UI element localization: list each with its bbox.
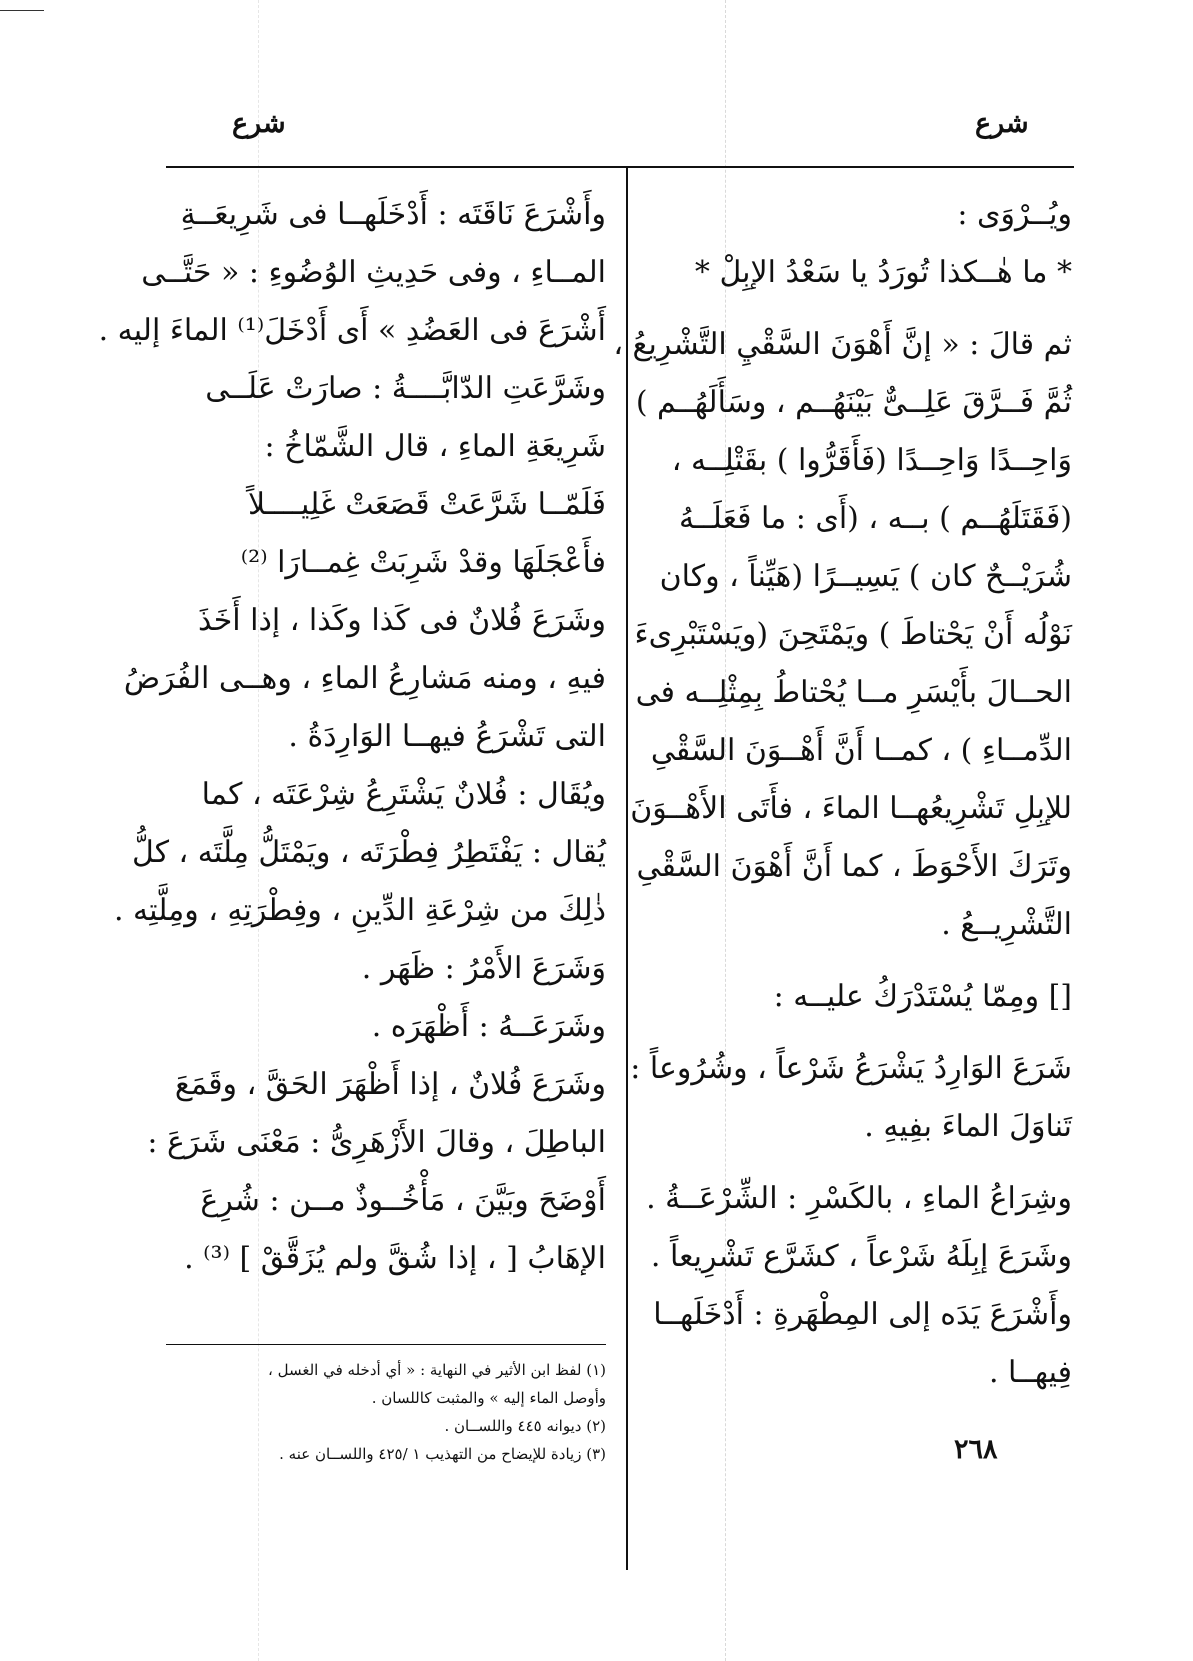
text-line: المــاءِ ، وفى حَدِيثِ الوُضُوءِ : « حَتَّــى <box>141 255 606 290</box>
text-line: أَوْضَحَ وبَيَّنَ ، مَأْخُــوذٌ مــن : شُرِعَ <box>200 1183 606 1218</box>
section-marker-line: [] ومِمّا يُسْتَدْرَكُ عليــه : <box>773 979 1072 1014</box>
text-line: وشَرَعَــهُ : أَظْهَرَه . <box>371 1009 606 1044</box>
footnote: (٣) زيادة للإيضاح من التهذيب ١ /٤٢٥ واللســان عنه . <box>279 1445 606 1463</box>
right-column <box>613 186 1072 1402</box>
text-line: الحــالَ بأَيْسَرِ مــا يُحْتاطُ بِمِثْلِــه فى <box>635 675 1072 710</box>
page-number: ٢٦٨ <box>954 1434 998 1465</box>
text-line: وشَرَعَ فُلانٌ ، إذا أَظْهَرَ الحَقَّ ، وقَمَعَ <box>174 1067 606 1102</box>
text-line: شُرَيْــحٌ كان ) يَسِيــرًا (هَيِّناً ، وكان <box>659 559 1072 594</box>
text-line: ويُــرْوَى : <box>957 197 1072 232</box>
text-line: ثُمَّ فَــرَّقَ عَلِــىٌّ بَيْنَهُــم ، وسَأَلَهُــم ) <box>635 385 1072 420</box>
text-line: للإبِلِ تَشْرِيعُهــا الماءَ ، فأَتَى الأَهْــوَنَ <box>630 791 1072 826</box>
verse-line: * ما هٰــكذا تُورَدُ يا سَعْدُ الإبِلْ * <box>694 255 1072 290</box>
text-line: نَوْلُه أَنْ يَحْتاطَ ) ويَمْتَحِنَ (ويَسْتَبْرِىءَ <box>634 617 1072 652</box>
text-line: يُقال : يَفْتَطِرُ فِطْرَتَه ، ويَمْتَلُّ مِلَّتَه ، كلُّ <box>132 835 606 870</box>
text-line: وشَرَّعَتِ الدّابَّــــةُ : صارَتْ عَلَــى <box>205 371 606 406</box>
text-line: أَشْرَعَ فى العَضُدِ » أَى أَدْخَلَ⁽¹⁾ الماءَ إليه . <box>98 313 606 348</box>
text-line: ويُقَال : فُلانٌ يَشْتَرِعُ شِرْعَتَه ، كما <box>201 777 606 812</box>
text-line: وشَرَعَ إبِلَهُ شَرْعاً ، كشَرَّع تَشْرِيعاً . <box>650 1239 1072 1274</box>
footnotes <box>166 1356 606 1468</box>
text-line: الإهَابُ [ ، إذا شُقَّ ولم يُزَقَّقْ ] ⁽³⁾ . <box>184 1241 606 1276</box>
text-line: فيهِ ، ومنه مَشارِعُ الماءِ ، وهــى الفُرَضُ <box>123 661 606 696</box>
text-line: وشَرَعَ فُلانٌ فى كَذا وكَذا ، إذا أَخَذَ <box>197 603 606 638</box>
verse-line: فَلَمّــا شَرَّعَتْ قَصَعَتْ غَلِيــــلاً <box>247 487 606 522</box>
text-line: ذٰلِكَ من شِرْعَةِ الدِّينِ ، وفِطْرَتِهِ ، ومِلَّتِه . <box>113 893 606 928</box>
text-line: وشِرَاعُ الماءِ ، بالكَسْرِ : الشِّرْعَــةُ . <box>646 1181 1072 1216</box>
text-line: التى تَشْرَعُ فيهــا الوَارِدَةُ . <box>288 719 606 754</box>
footnote-continuation: وأوصل الماء إليه » والمثبت كاللسان . <box>371 1389 606 1407</box>
text-line: وأَشْرَعَ نَاقَتَه : أَدْخَلَهــا فى شَرِيعَــةِ <box>180 197 606 232</box>
text-line: شَرَعَ الوَارِدُ يَشْرَعُ شَرْعاً ، وشُرُوعاً : <box>630 1051 1072 1086</box>
scan-corner-mark <box>0 10 44 11</box>
text-line: وأَشْرَعَ يَدَه إلى المِطْهَرةِ : أَدْخَلَهــا <box>653 1297 1072 1332</box>
running-header-left: شرع <box>232 108 286 139</box>
text-line: تَناوَلَ الماءَ بفِيهِ . <box>864 1109 1072 1144</box>
running-header-right: شرع <box>975 108 1029 139</box>
column-divider <box>626 168 628 1570</box>
text-line: فِيهــا . <box>988 1355 1072 1390</box>
text-line: التَّشْرِيــعُ . <box>941 907 1072 942</box>
verse-line: فأَعْجَلَهَا وقدْ شَرِبَتْ غِمــارَا ⁽²⁾ <box>240 545 606 580</box>
text-line: وَاحِــدًا وَاحِــدًا (فَأَقَرُّوا ) بقَتْلِــه ، <box>671 443 1072 478</box>
footnote: (٢) ديوانه ٤٤٥ واللســان . <box>444 1417 606 1435</box>
text-line: وَشَرَعَ الأَمْرُ : ظَهَر . <box>361 951 606 986</box>
text-line: الدِّمــاءِ ) ، كمــا أَنَّ أَهْــوَنَ السَّقْىِ <box>650 733 1072 768</box>
header-rule <box>166 166 1074 168</box>
text-line: ثم قالَ : « إنَّ أَهْوَنَ السَّقْيِ التَّشْرِيعُ ، <box>613 327 1072 362</box>
text-line: الباطِلَ ، وقالَ الأَزْهَرِىُّ : مَعْنَى شَرَعَ : <box>147 1125 606 1160</box>
text-line: شَرِيعَةِ الماءِ ، قال الشَّمّاخُ : <box>264 429 606 464</box>
left-column <box>98 186 606 1288</box>
footnote-rule <box>166 1344 606 1345</box>
text-line: (فَقَتَلَهُــم ) بــه ، (أَى : ما فَعَلَــهُ <box>679 501 1072 536</box>
footnote: (١) لفظ ابن الأثير في النهاية : « أي أدخله في الغسل ، <box>268 1361 606 1379</box>
text-line: وتَرَكَ الأَحْوَطَ ، كما أَنَّ أَهْوَنَ السَّقْىِ <box>636 849 1072 884</box>
